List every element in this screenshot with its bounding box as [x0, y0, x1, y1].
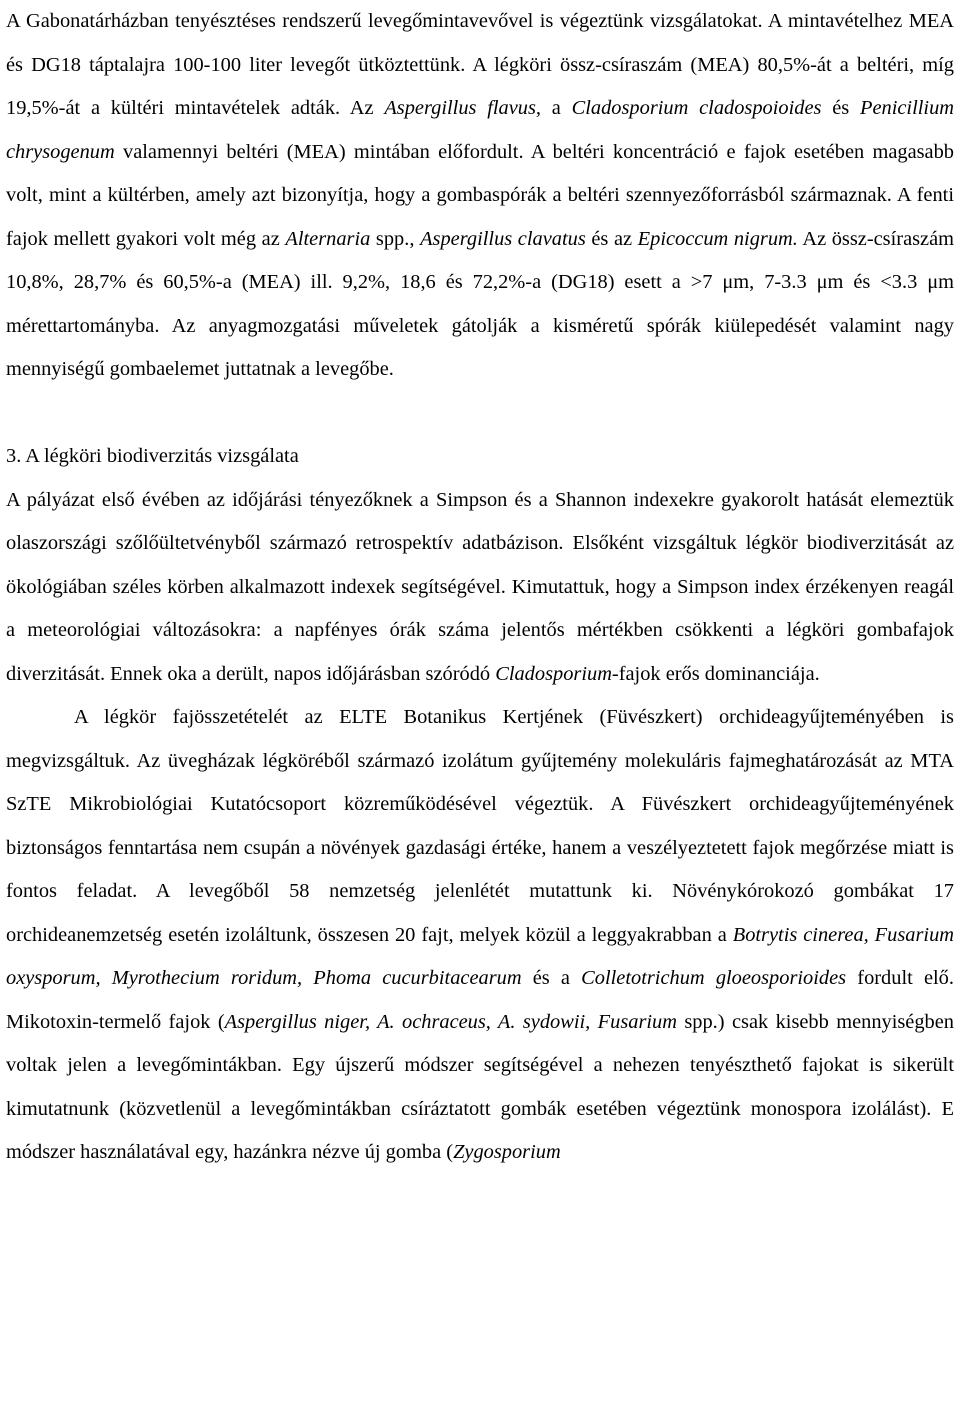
text-run: spp.,	[370, 227, 421, 250]
italic-text-run: Alternaria	[285, 227, 371, 250]
text-run: és az	[585, 227, 638, 250]
italic-text-run: Penicillium chrysogenum	[6, 97, 954, 163]
text-run: a	[541, 97, 572, 119]
section-heading: 3. A légköri biodiverzitás vizsgálata	[6, 445, 299, 467]
text-run: A pályázat első évében az időjárási tényezőknek a Simpson és a Shannon indexekre gyakorolt hatását elemeztük olaszországi szőlőültetvényből származó retrospektív adatbázison. Elsőként vizsgáltuk légkör biodiverzitását az ökológiában széles körben alkalmazott indexek segítségével. Kimutattuk, hogy a Simpson index érzékenyen reagál a meteorológiai változásokra: a napfényes órák száma jelentős mértékben csökkenti a légköri gombafajok diverzitását. Ennek oka a derült, napos időjárásban szóródó	[6, 488, 954, 685]
italic-text-run: Cladosporium cladospoioides	[571, 97, 822, 119]
italic-text-run: Aspergillus niger, A. ochraceus, A. sydowii, Fusarium	[224, 1010, 677, 1033]
text-run: A légkör fajösszetételét az ELTE Botanikus Kertjének (Füvészkert) orchideagyűjteményében is megvizsgáltuk. Az üvegházak légköréből származó izolátum gyűjtemény molekuláris fajmeghatározását az MTA SzTE Mikrobiológiai Kutatócsoport közreműködésével végeztük. A Füvészkert orchideagyűjteményének biztonságos fenntartása nem csupán a növények gazdasági értéke, hanem a veszélyeztetett fajok megőrzése miatt is fontos feladat. A levegőből 58 nemzetség jelenlétét mutattunk ki. Növénykórokozó gombákat 17 orchideanemzetség esetén izoláltunk, összesen 20 fajt, melyek közül a leggyakrabban a	[6, 706, 954, 946]
document-page	[6, 0, 954, 1175]
paragraph-indoor-sampling	[6, 0, 954, 392]
text-run: és	[821, 97, 860, 119]
italic-text-run: Aspergillus clavatus	[420, 227, 586, 250]
text-run: -fajok erős dominanciája.	[611, 662, 820, 685]
italic-text-run: Botrytis cinerea, Fusarium oxysporum, Myrothecium roridum, Phoma cucurbitacearum	[6, 923, 954, 989]
paragraph-biodiversity	[6, 479, 954, 697]
text-run: spp.) csak kisebb mennyiségben voltak jelen a levegőmintákban. Egy újszerű módszer segítségével a nehezen tenyészthető fajokat is sikerült kimutatnunk (közvetlenül a levegőmintákban csíráztatott gombák esetében végeztünk monospora izolálást). E módszer használatával egy, hazánkra nézve új gomba (	[6, 1010, 954, 1163]
italic-text-run: Zygosporium	[453, 1141, 561, 1163]
italic-text-run: Epicoccum nigrum.	[637, 227, 798, 250]
italic-text-run: Aspergillus flavus,	[384, 97, 542, 119]
text-run: A Gabonatárházban tenyésztéses rendszerű levegőmintavevővel is végeztünk vizsgálatokat. A mintavételhez MEA és DG18 táptalajra 100-100 liter levegőt ütköztettünk. A légköri össz-csíraszám (MEA) 80,5%-át a beltéri, míg 19,5%-át a kültéri mintavételek adták. Az	[6, 10, 954, 119]
text-run: Az össz-csíraszám 10,8%, 28,7% és 60,5%-a (MEA) ill. 9,2%, 18,6 és 72,2%-a (DG18) esett a >7 μm, 7-3.3 μm és <3.3 μm mérettartományba. Az anyagmozgatási műveletek gátolják a kisméretű spórák kiülepedését valamint nagy mennyiségű gombaelemet juttatnak a levegőbe.	[6, 227, 955, 380]
text-run: és a	[521, 967, 582, 989]
text-run: valamennyi beltéri (MEA) mintában előfordult. A beltéri koncentráció e fajok esetében magasabb volt, mint a kültérben, amely azt bizonyítja, hogy a gombaspórák a beltéri szennyezőforrásból származnak. A fenti fajok mellett gyakori volt még az	[6, 140, 954, 250]
italic-text-run: Colletotrichum gloeosporioides	[581, 967, 847, 989]
text-run: fordult elő. Mikotoxin-termelő fajok (	[6, 967, 954, 1033]
paragraph-gap	[6, 392, 954, 436]
paragraph-orchid-collection	[6, 696, 954, 1175]
italic-text-run: Cladosporium	[495, 662, 612, 685]
